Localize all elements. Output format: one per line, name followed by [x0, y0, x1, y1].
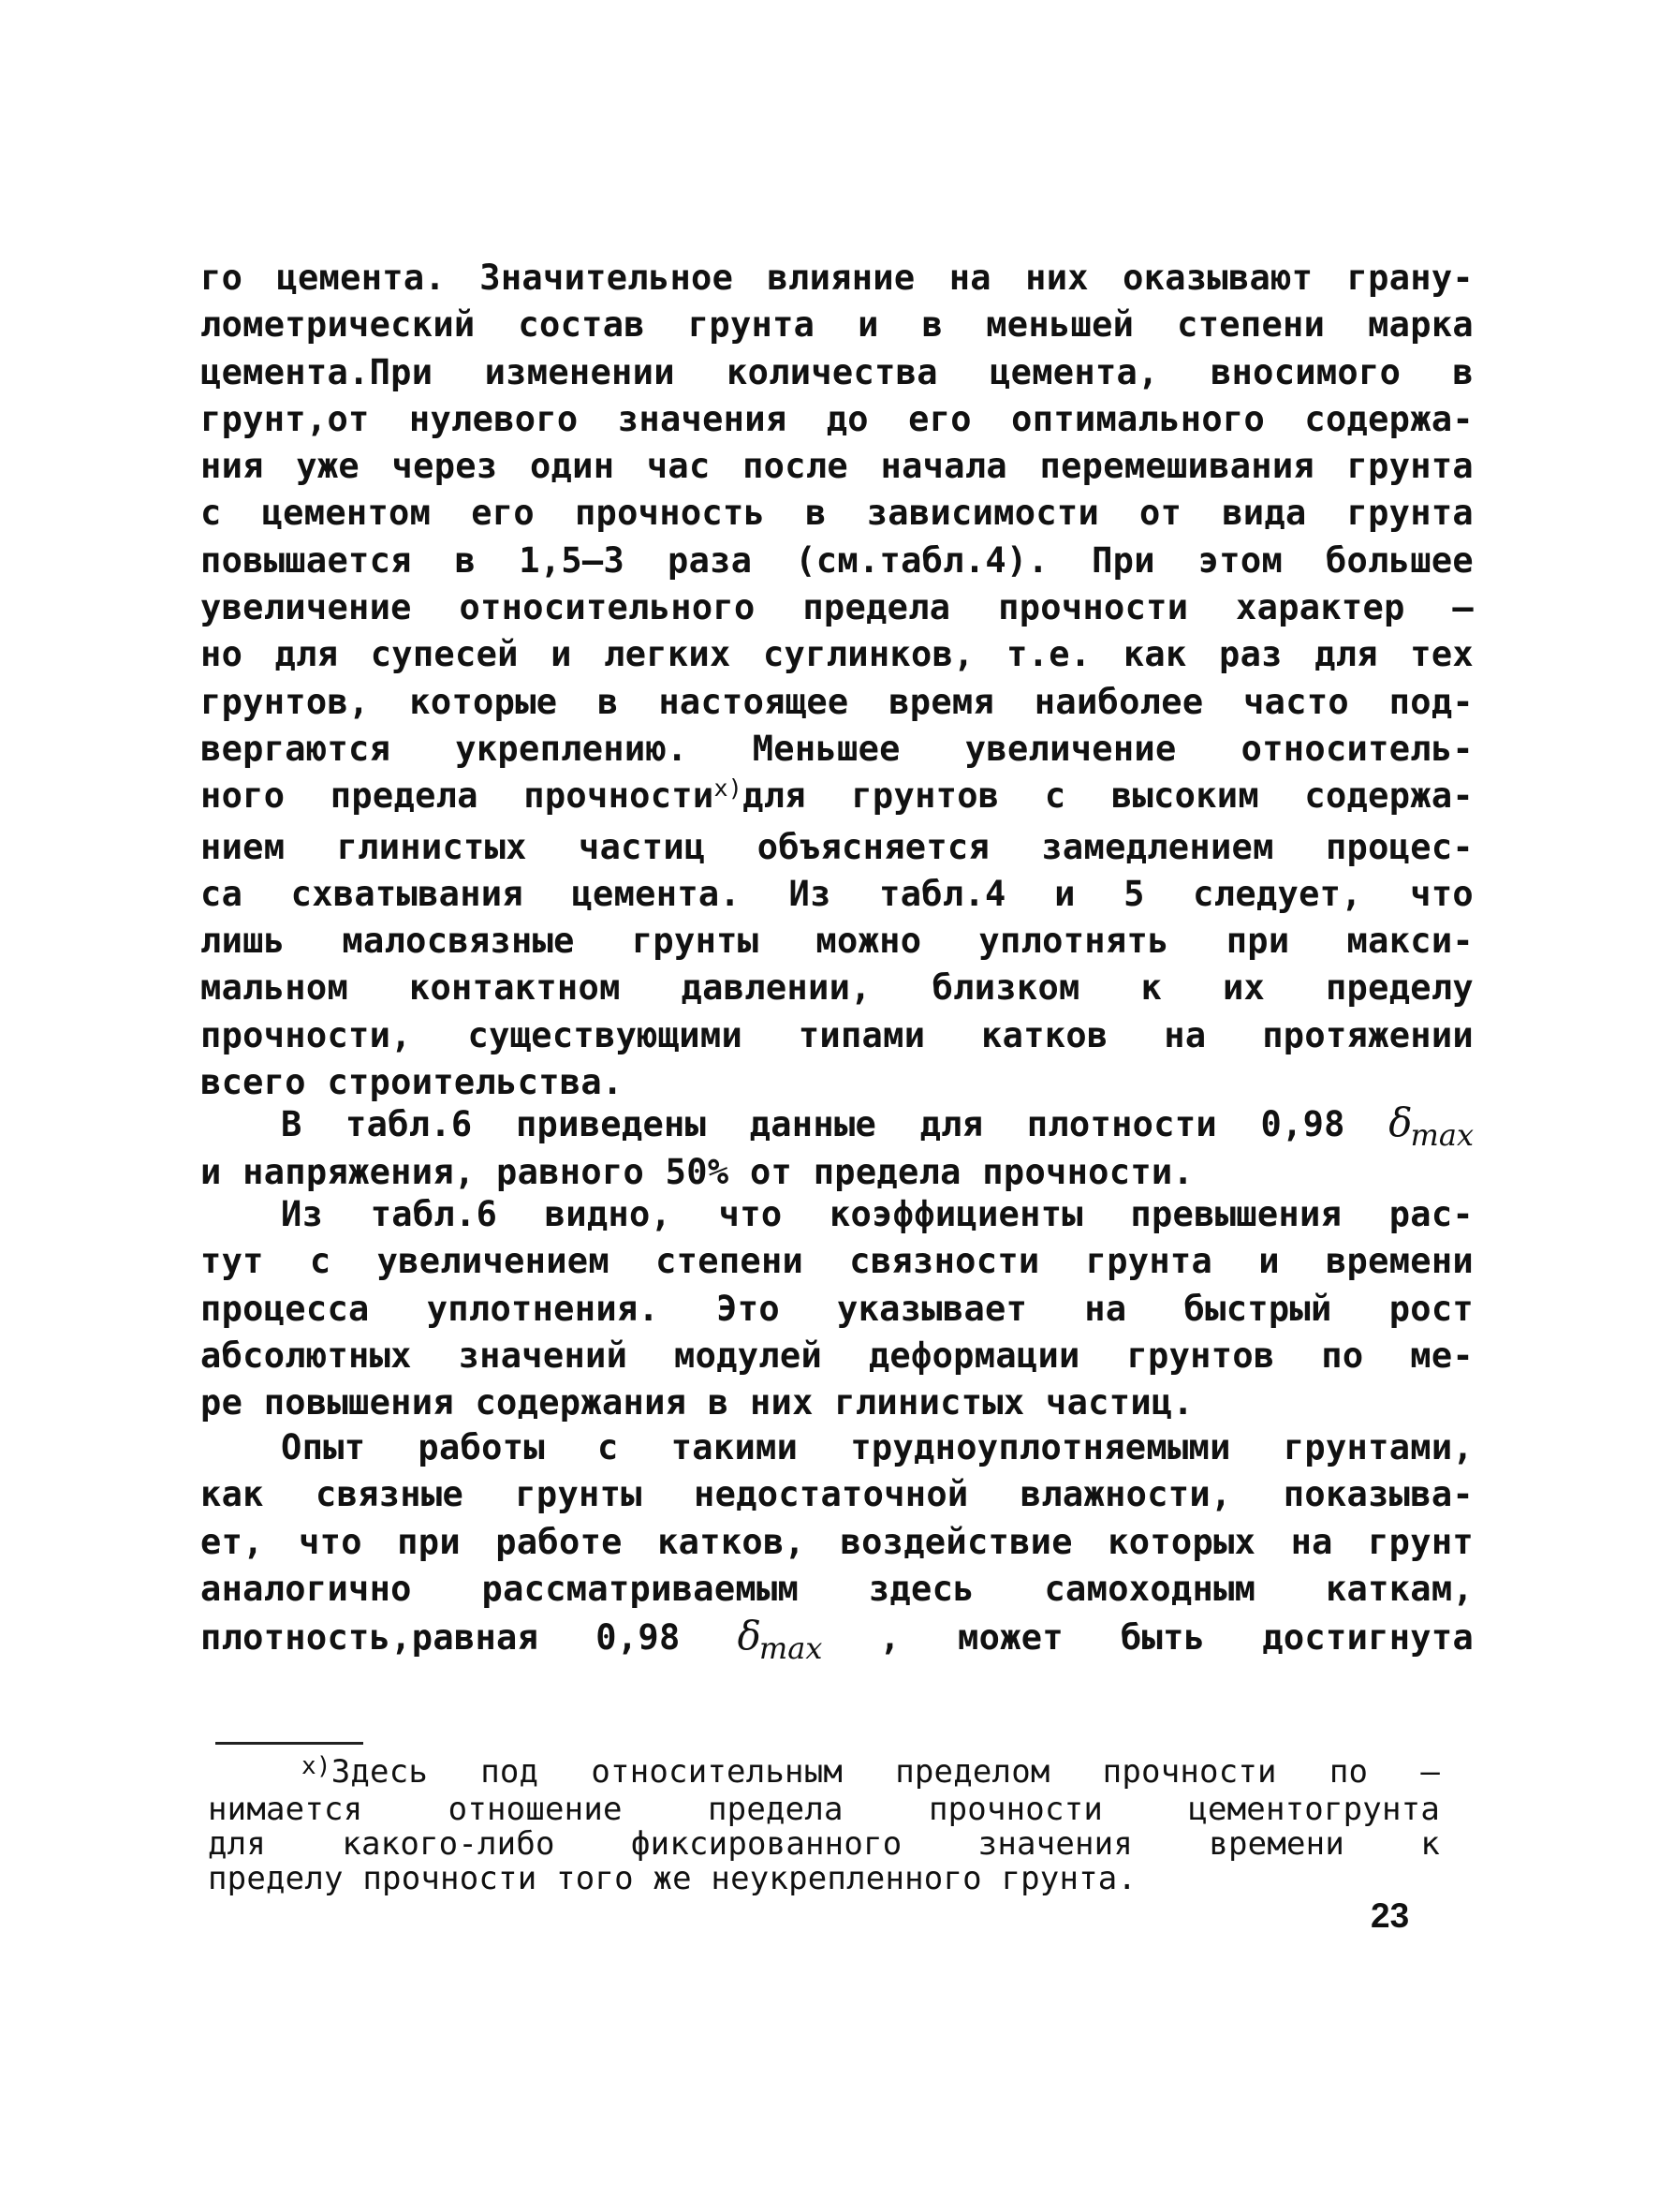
text-segment: Здесь под относительным пределом прочности по – [330, 1753, 1440, 1791]
text-segment: В табл.6 приведены данные для плотности 0,98 [281, 1104, 1345, 1144]
text-line: го цемента. Значительное влияние на них оказывают грану- [200, 258, 1474, 298]
text-line: повышается в 1,5–3 раза (см.табл.4). При этом большее [200, 539, 1474, 581]
text-line: лишь малосвязные грунты можно уплотнять при макси- [200, 921, 1474, 962]
text-line: са схватывания цемента. Из табл.4 и 5 следует, что [200, 873, 1474, 914]
text-line: абсолютных значений модулей деформации грунтов по ме- [200, 1335, 1474, 1376]
delta-max-formula [1388, 1099, 1474, 1153]
text-line: всего строительства. [200, 1062, 624, 1103]
paragraph-1 [200, 255, 1474, 1106]
footnote-marker: х) [301, 1752, 331, 1780]
footnote-reference: х) [713, 774, 743, 803]
text-line: нием глинистых частиц объясняется замедлением процес- [200, 826, 1474, 867]
footnote-line [208, 1752, 1440, 1792]
text-line: процесса уплотнения. Это указывает на быстрый рост [200, 1288, 1474, 1329]
text-line: ре повышения содержания в них глинистых частиц. [200, 1382, 1195, 1423]
text-line: аналогично рассматриваемым здесь самоходным каткам, [200, 1568, 1474, 1609]
text-line-with-footnote-ref [200, 773, 1474, 823]
delta-max-formula [737, 1613, 823, 1667]
max-subscript: max [1410, 1117, 1474, 1153]
text-line: увеличение относительного предела прочности характер – [200, 587, 1474, 628]
footnote-line: нимается отношение предела прочности цементогрунта [208, 1791, 1440, 1828]
text-line: и напряжения, равного 50% от предела прочности. [200, 1152, 1195, 1193]
text-line: вергаются укреплению. Меньшее увеличение относитель- [200, 728, 1474, 769]
text-segment: для грунтов с высоким содержа- [742, 775, 1474, 817]
footnote-line: пределу прочности того же неукрепленного грунта. [208, 1860, 1138, 1897]
text-line: Из табл.6 видно, что коэффициенты превышения рас- [281, 1194, 1474, 1234]
text-line: тут с увеличением степени связности грунта и времени [200, 1241, 1474, 1282]
text-line: цемента.При изменении количества цемента, вносимого в [200, 351, 1474, 392]
text-line: мальном контактном давлении, близком к их пределу [200, 967, 1474, 1009]
max-subscript: max [758, 1630, 823, 1667]
delta-symbol: δ [1388, 1099, 1413, 1145]
text-line: ет, что при работе катков, воздействие которых на грунт [200, 1521, 1474, 1562]
delta-symbol: δ [737, 1613, 761, 1659]
page-number: 23 [1371, 1896, 1410, 1935]
text-line: но для супесей и легких суглинков, т.е. как раз для тех [200, 634, 1474, 675]
text-segment: плотность,равная 0,98 [200, 1617, 681, 1659]
footnote-line: для какого-либо фиксированного значения времени к [208, 1825, 1440, 1863]
text-segment: ного предела прочности [200, 775, 714, 817]
paragraph-3 [200, 1191, 1474, 1426]
paragraph-4 [200, 1424, 1475, 1667]
text-line: лометрический состав грунта и в меньшей степени марка [200, 304, 1474, 346]
text-line: как связные грунты недостаточной влажности, показыва- [200, 1474, 1474, 1515]
text-line: прочности, существующими типами катков на протяжении [200, 1014, 1474, 1055]
text-line: ния уже через один час после начала перемешивания грунта [200, 446, 1474, 487]
footnote [208, 1752, 1440, 1897]
text-line: с цементом его прочность в зависимости от вида грунта [200, 493, 1474, 534]
text-line: грунт,от нулевого значения до его оптимального содержа- [200, 398, 1474, 439]
footnote-divider [215, 1742, 363, 1745]
text-segment: , может быть достигнута [879, 1617, 1475, 1659]
paragraph-2 [200, 1099, 1474, 1197]
text-line: грунтов, которые в настоящее время наиболее часто под- [200, 681, 1474, 722]
text-line-with-formula [200, 1613, 1475, 1667]
text-line: Опыт работы с такими трудноуплотняемыми грунтами, [281, 1427, 1474, 1467]
text-line-with-formula [200, 1099, 1474, 1153]
